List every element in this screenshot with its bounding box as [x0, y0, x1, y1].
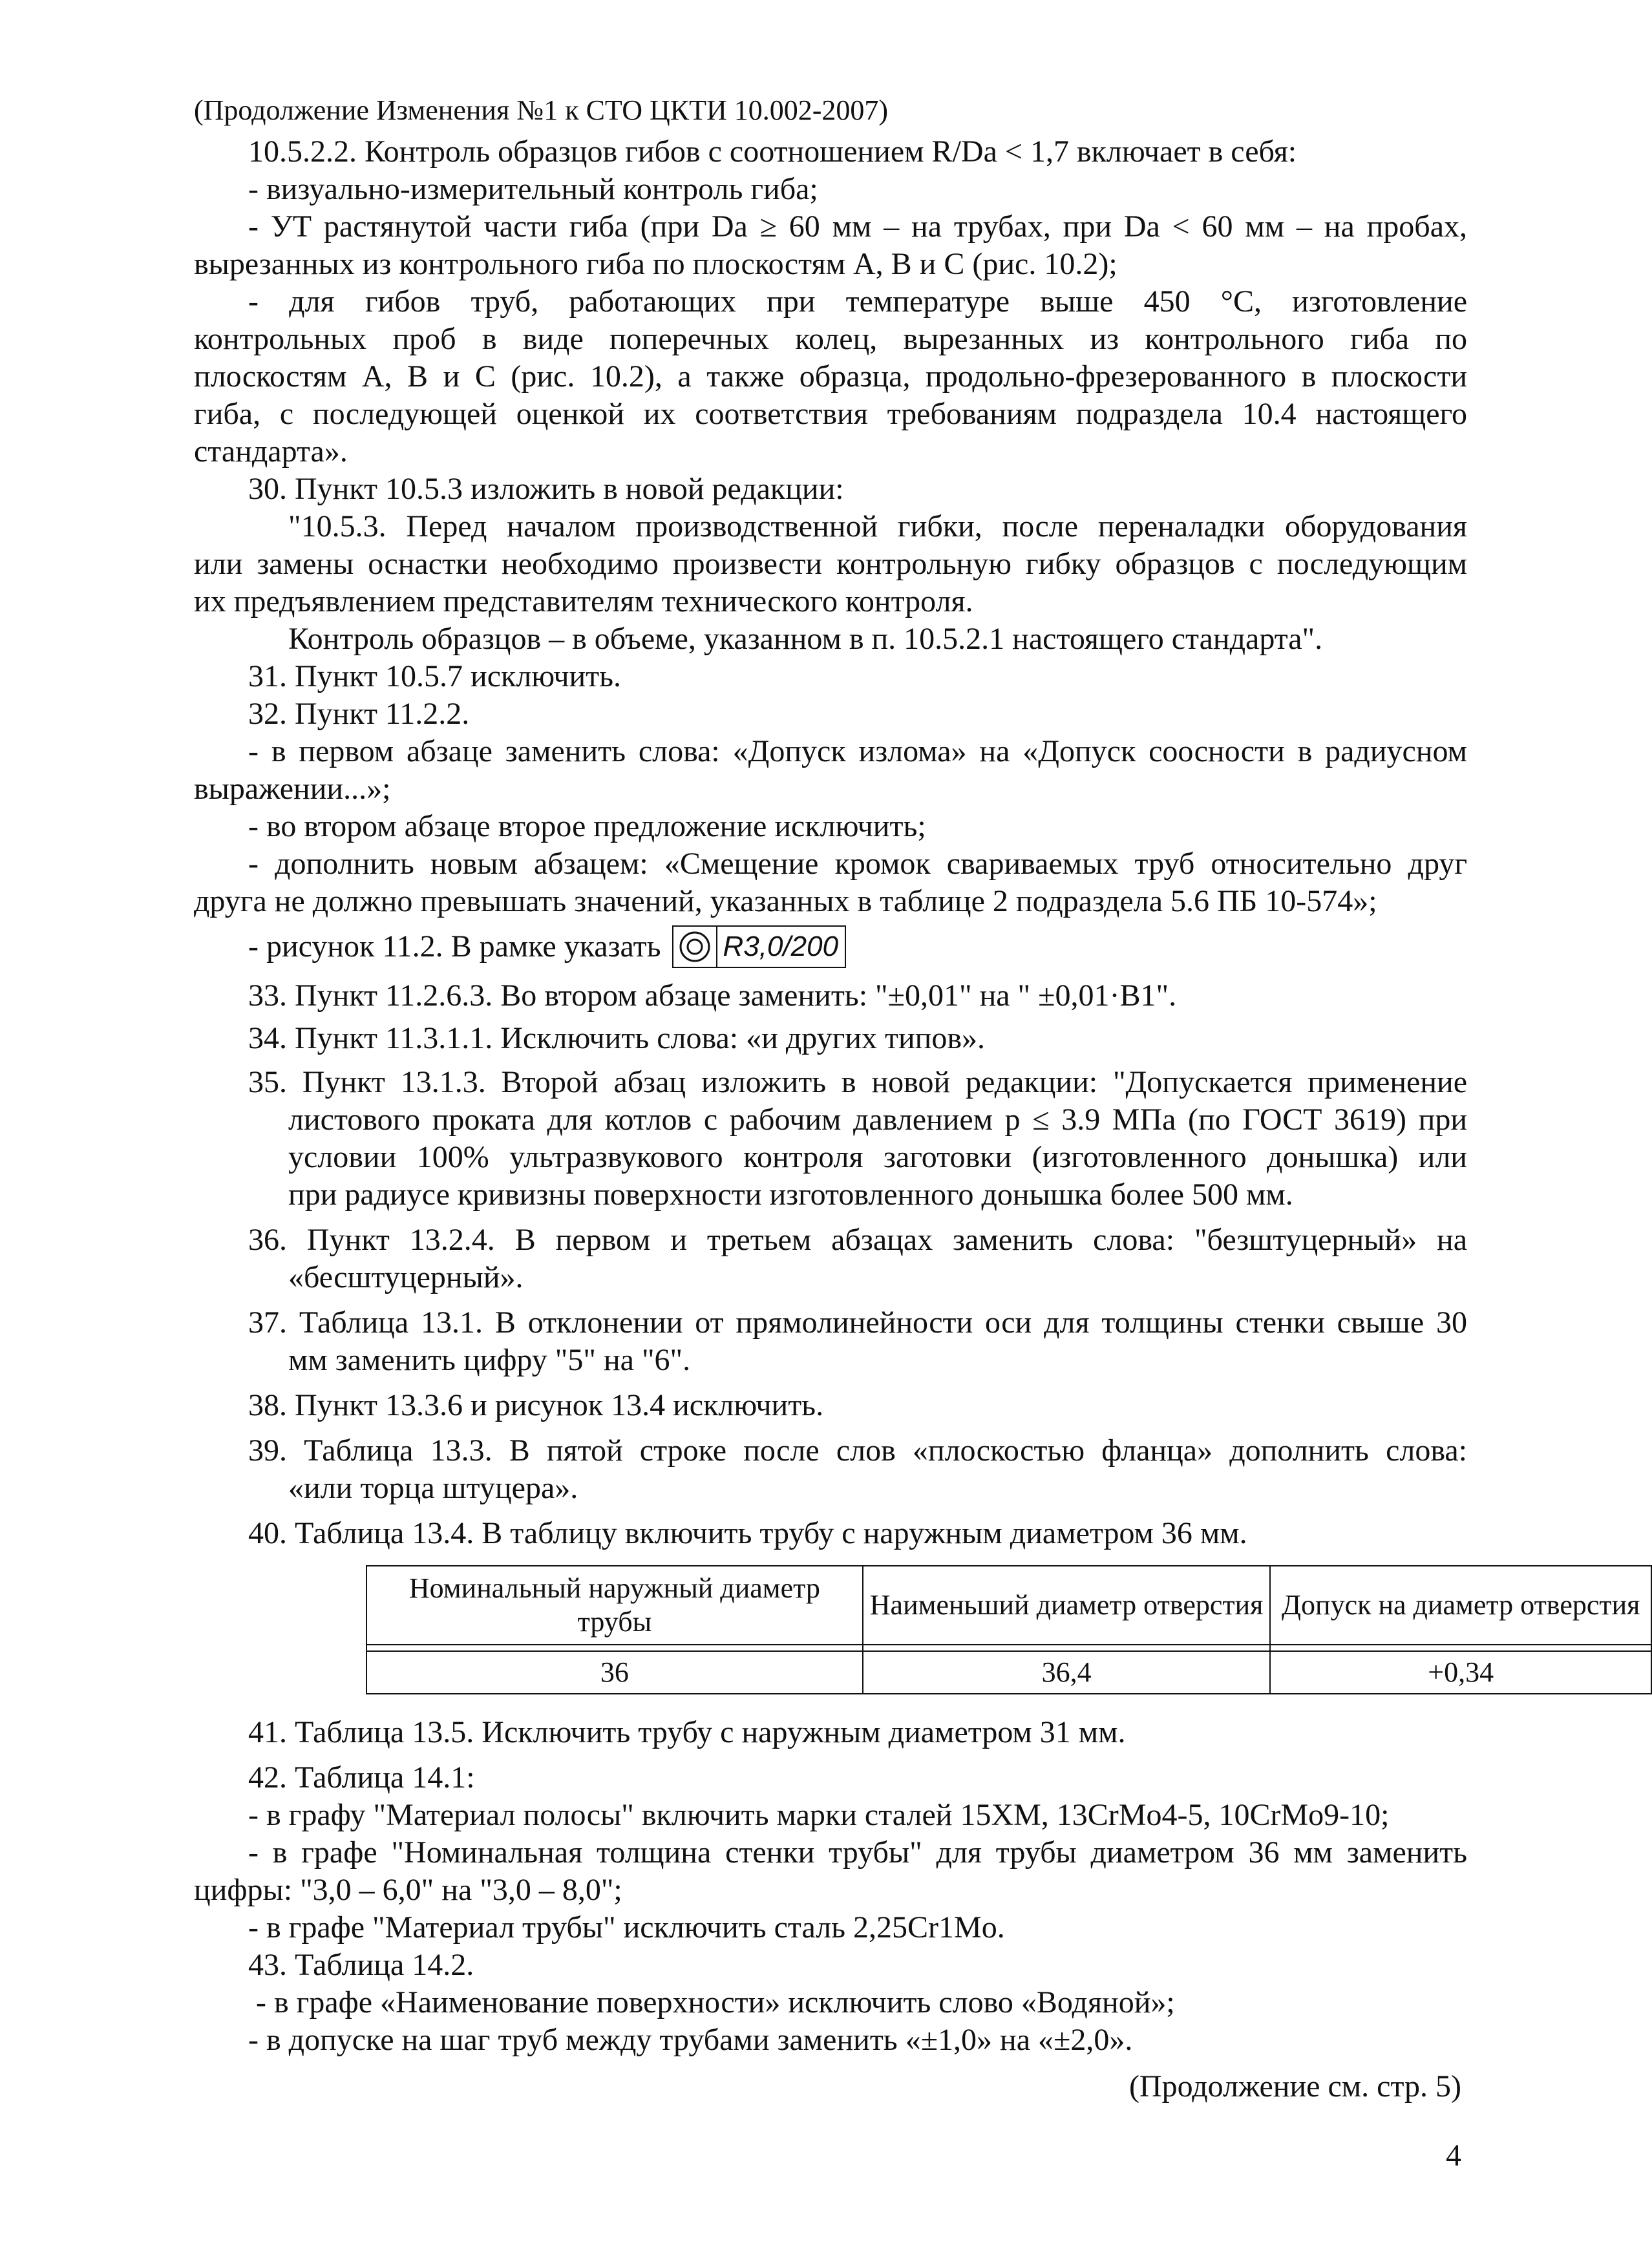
text-line: Контроль образцов – в объеме, указанном в п. 10.5.2.1 настоящего стандарта". [288, 622, 1323, 656]
page-number: 4 [1446, 2138, 1461, 2173]
text-line: - для гибов труб, работающих при температуре выше 450 °С, изготовление [248, 284, 1467, 319]
text-line: 32. Пункт 11.2.2. [248, 697, 470, 731]
text-line: - в графу "Материал полосы" включить марки сталей 15ХМ, 13CrMo4-5, 10CrMo9-10; [248, 1798, 1390, 1832]
coaxiality-symbol [673, 927, 717, 967]
table-cell: 36,4 [863, 1651, 1271, 1694]
tolerance-frame [672, 925, 846, 968]
text-line: 37. Таблица 13.1. В отклонении от прямолинейности оси для толщины стенки свыше 30 [248, 1305, 1467, 1340]
text-line: 34. Пункт 11.3.1.1. Исключить слова: «и других типов». [248, 1021, 985, 1055]
text-line-with-frame [248, 928, 846, 971]
page-header: (Продолжение Изменения №1 к СТО ЦКТИ 10.002-2007) [194, 94, 889, 126]
text-line: - УТ растянутой части гиба (при Dа ≥ 60 мм – на трубах, при Dа < 60 мм – на пробах, [248, 209, 1467, 244]
text-line: 40. Таблица 13.4. В таблицу включить трубу с наружным диаметром 36 мм. [248, 1516, 1247, 1550]
text-line: - во втором абзаце второе предложение исключить; [248, 809, 926, 843]
text-line: при радиусе кривизны поверхности изготовленного донышка более 500 мм. [288, 1177, 1293, 1212]
table-cell: 36 [366, 1651, 863, 1694]
text-line: условии 100% ультразвукового контроля заготовки (изготовленного донышка) или [288, 1140, 1467, 1174]
table-header-row [366, 1566, 1651, 1645]
text-line: выражении...»; [194, 772, 391, 806]
text-line: цифры: "3,0 – 6,0" на "3,0 – 8,0"; [194, 1873, 622, 1907]
text-line: стандарта». [194, 434, 348, 469]
text-line: "10.5.3. Перед началом производственной гибки, после переналадки оборудования [288, 509, 1467, 543]
text-line: листового проката для котлов с рабочим давлением р ≤ 3.9 МПа (по ГОСТ 3619) при [288, 1102, 1467, 1137]
text-line: 36. Пункт 13.2.4. В первом и третьем абзацах заменить слова: "безштуцерный» на [248, 1223, 1467, 1257]
text-line: 30. Пункт 10.5.3 изложить в новой редакции: [248, 472, 844, 506]
text-line: - в первом абзаце заменить слова: «Допуск излома» на «Допуск соосности в радиусном [248, 734, 1467, 768]
text-line: 33. Пункт 11.2.6.3. Во втором абзаце заменить: "±0,01" на " ±0,01·В1". [248, 978, 1177, 1013]
text-line: «бесштуцерный». [288, 1260, 524, 1294]
text-line: 42. Таблица 14.1: [248, 1760, 475, 1795]
table-row [366, 1651, 1651, 1694]
text-line: вырезанных из контрольного гиба по плоскостям А, В и С (рис. 10.2); [194, 247, 1117, 281]
text-line: 35. Пункт 13.1.3. Второй абзац изложить в новой редакции: "Допускается применение [248, 1065, 1467, 1099]
table-spacer-row [366, 1645, 1651, 1651]
text-line: их предъявлением представителям технического контроля. [194, 584, 973, 618]
text-line: плоскостям А, В и С (рис. 10.2), а также образца, продольно-фрезерованного в плоскости [194, 359, 1467, 394]
table-header-cell: Наименьший диаметр отверстия [863, 1566, 1271, 1645]
text-line: 10.5.2.2. Контроль образцов гибов с соотношением R/Dа < 1,7 включает в себя: [248, 134, 1297, 169]
text-line: 43. Таблица 14.2. [248, 1948, 474, 1982]
text-line: - в допуске на шаг труб между трубами заменить «±1,0» на «±2,0». [248, 2023, 1133, 2057]
text-line: - визуально-измерительный контроль гиба; [248, 172, 818, 206]
pipe-table [366, 1565, 1652, 1694]
text-line: 31. Пункт 10.5.7 исключить. [248, 659, 622, 693]
coaxiality-icon [678, 930, 712, 964]
text-line: 38. Пункт 13.3.6 и рисунок 13.4 исключить. [248, 1388, 824, 1422]
text-line: - в графе "Материал трубы" исключить сталь 2,25Cr1Mo. [248, 1910, 1005, 1945]
continuation-note: (Продолжение см. стр. 5) [1128, 2069, 1461, 2104]
text-line: - рисунок 11.2. В рамке указать [248, 929, 661, 964]
text-line: гиба, с последующей оценкой их соответствия требованиям подраздела 10.4 настоящего [194, 397, 1467, 431]
text-line: мм заменить цифру "5" на "6". [288, 1343, 691, 1377]
text-line: - в графе «Наименование поверхности» исключить слово «Водяной»; [256, 1985, 1175, 2019]
text-line: - в графе "Номинальная толщина стенки трубы" для трубы диаметром 36 мм заменить [248, 1835, 1467, 1870]
table-header-cell: Допуск на диаметр отверстия [1270, 1566, 1651, 1645]
text-line: 41. Таблица 13.5. Исключить трубу с наружным диаметром 31 мм. [248, 1715, 1126, 1749]
frame-value: R3,0/200 [723, 931, 839, 962]
text-line: или замены оснастки необходимо произвести контрольную гибку образцов с последующим [194, 547, 1467, 581]
table-cell: +0,34 [1270, 1651, 1651, 1694]
text-line: друга не должно превышать значений, указанных в таблице 2 подраздела 5.6 ПБ 10-574»; [194, 884, 1377, 918]
text-line: - дополнить новым абзацем: «Смещение кромок свариваемых труб относительно друг [248, 847, 1467, 881]
table-header-cell: Номинальный наружный диаметр трубы [366, 1566, 863, 1645]
text-line: контрольных проб в виде поперечных колец, вырезанных из контрольного гиба по [194, 322, 1467, 356]
text-line: «или торца штуцера». [288, 1471, 578, 1505]
text-line: 39. Таблица 13.3. В пятой строке после слов «плоскостью фланца» дополнить слова: [248, 1433, 1467, 1468]
